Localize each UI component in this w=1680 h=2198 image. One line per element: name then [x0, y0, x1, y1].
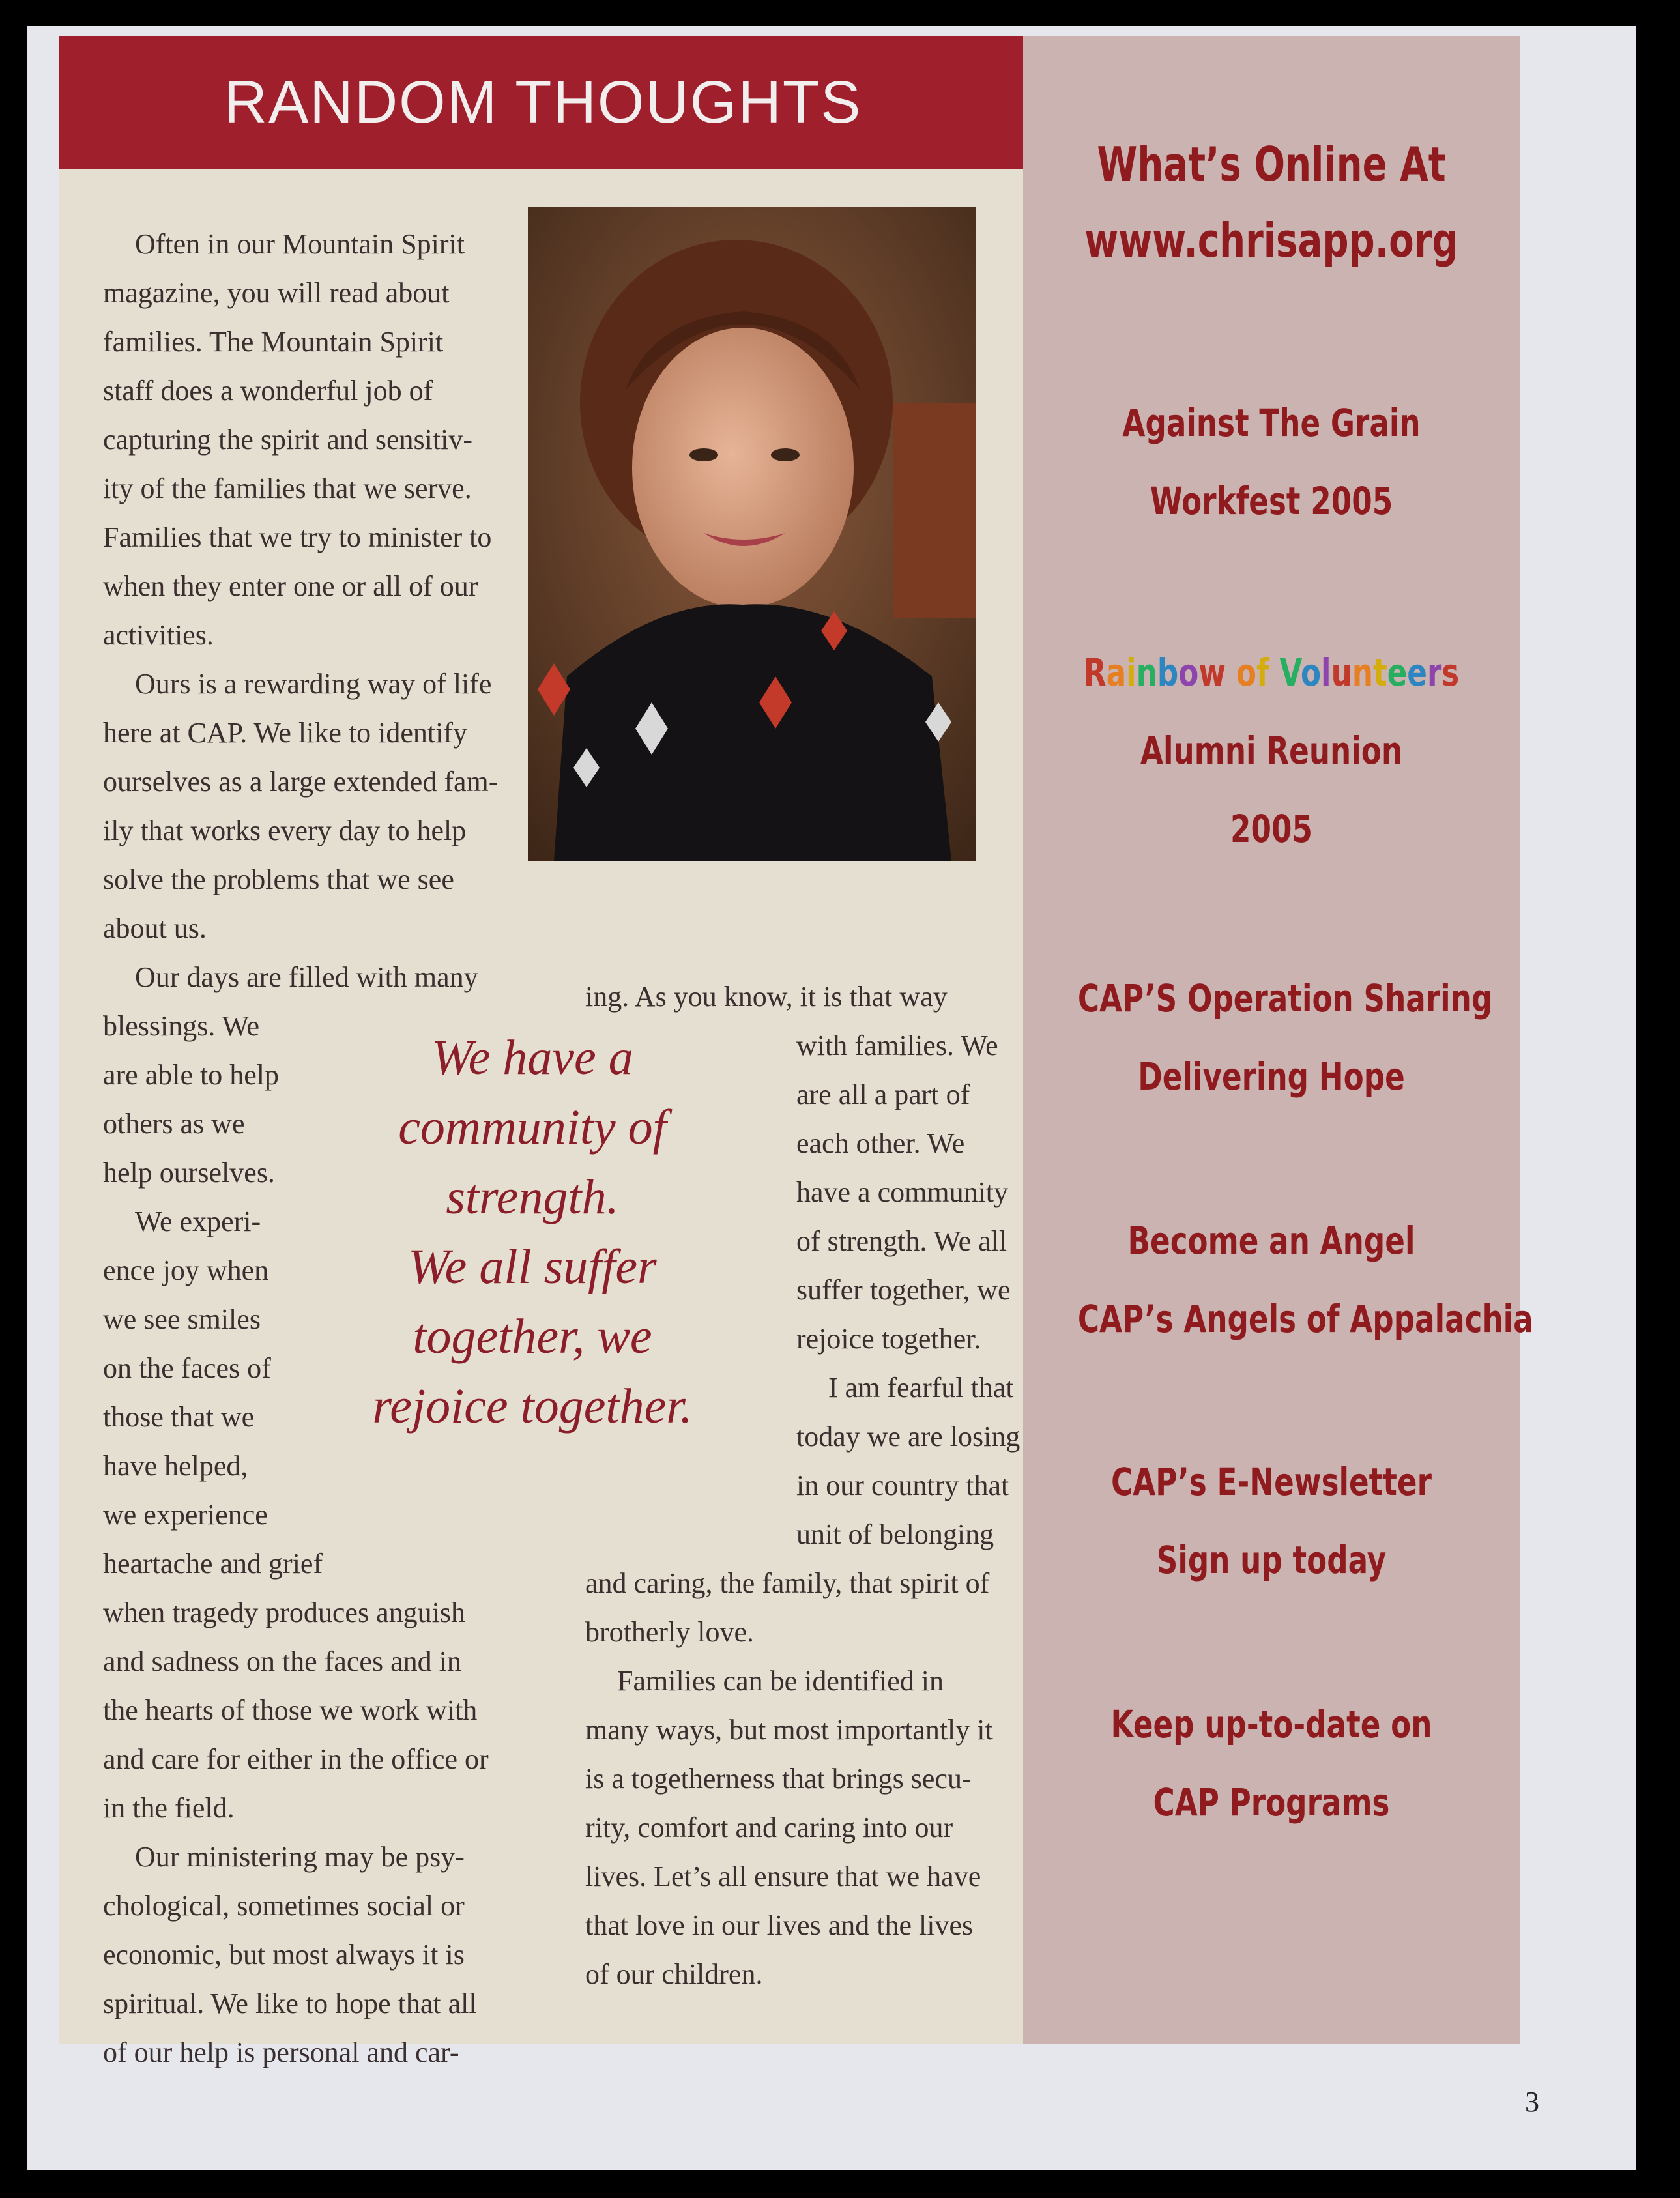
cap-programs-heading[interactable]: Keep up-to-date on	[1110, 1702, 1432, 1746]
text-line: those that we	[103, 1401, 255, 1433]
text-line: families. The Mountain Spirit	[103, 326, 444, 358]
article-col2-c	[585, 1559, 1054, 1999]
text-line: are able to help	[103, 1059, 279, 1091]
rainbow-letter: e	[1407, 650, 1427, 695]
text-line: brotherly love.	[585, 1616, 755, 1648]
alumni-reunion: Alumni Reunion	[1140, 729, 1403, 773]
text-line: activities.	[103, 619, 214, 651]
text-line: with families. We	[796, 1030, 998, 1062]
text-line: blessings. We	[103, 1010, 260, 1042]
operation-sharing[interactable]: CAP’S Operation Sharing	[1077, 976, 1493, 1020]
text-line: capturing the spirit and sensitiv-	[103, 424, 472, 456]
text-line: we experience	[103, 1499, 268, 1531]
text-line: the hearts of those we work with	[103, 1694, 478, 1726]
text-line: economic, but most always it is	[103, 1939, 465, 1971]
text-line: suffer together, we	[796, 1274, 1011, 1306]
rainbow-letter: e	[1387, 650, 1408, 695]
workfest-title[interactable]: Against The Grain	[1122, 401, 1421, 445]
angels-of-appalachia: CAP’s Angels of Appalachia	[1077, 1297, 1533, 1341]
text-line: heartache and grief	[103, 1548, 323, 1580]
text-line: of our children.	[585, 1958, 763, 1990]
text-line: Our ministering may be psy-	[135, 1841, 465, 1873]
sidebar-heading: What’s Online At	[1097, 137, 1446, 192]
text-line: solve the problems that we see	[103, 863, 454, 895]
rainbow-letter: i	[1126, 650, 1137, 695]
text-line: in our country that	[796, 1469, 1009, 1501]
text-line: ence joy when	[103, 1254, 269, 1286]
text-line: Families can be identified in	[617, 1665, 944, 1697]
text-line: that love in our lives and the lives	[585, 1909, 974, 1941]
text-line: Our days are filled with many	[135, 961, 478, 993]
quote-line: strength.	[446, 1170, 619, 1224]
rainbow-title[interactable]	[1078, 650, 1465, 695]
cap-programs: CAP Programs	[1153, 1780, 1390, 1825]
text-line: unit of belonging	[796, 1518, 994, 1550]
text-line: about us.	[103, 912, 207, 944]
text-line: have helped,	[103, 1450, 248, 1482]
rainbow-letter: r	[1427, 650, 1442, 695]
rainbow-letter	[1226, 650, 1236, 695]
rainbow-text	[1084, 650, 1460, 695]
rainbow-letter: l	[1321, 650, 1331, 695]
website-link[interactable]: www.chrisapp.org	[1084, 213, 1458, 268]
text-line: many ways, but most importantly it	[585, 1714, 993, 1746]
quote-line: community of	[398, 1100, 667, 1155]
text-line: Families that we try to minister to	[103, 521, 492, 553]
rainbow-letter: n	[1352, 650, 1373, 695]
article-col1-b	[103, 1002, 364, 1588]
alumni-reunion-year: 2005	[1230, 807, 1312, 851]
text-line: lives. Let’s all ensure that we have	[585, 1860, 981, 1892]
text-line: spiritual. We like to hope that all	[103, 1988, 477, 2019]
text-line: I am fearful that	[828, 1372, 1014, 1404]
quote-line: together, we	[413, 1309, 652, 1364]
text-line: have a community	[796, 1176, 1009, 1208]
delivering-hope: Delivering Hope	[1138, 1054, 1405, 1099]
rainbow-letter: V	[1279, 650, 1301, 695]
article-col1-c	[103, 1588, 559, 2077]
quote-line: We all suffer	[408, 1239, 657, 1294]
text-line: each other. We	[796, 1127, 965, 1159]
text-line: are all a part of	[796, 1078, 970, 1110]
page-number: 3	[1525, 2086, 1539, 2118]
page-title: RANDOM THOUGHTS	[224, 69, 862, 136]
text-line: here at CAP. We like to identify	[103, 717, 467, 749]
text-line: and caring, the family, that spirit of	[585, 1567, 990, 1599]
rainbow-letter: b	[1157, 650, 1179, 695]
text-line: today we are losing	[796, 1421, 1021, 1453]
rainbow-letter: R	[1083, 650, 1107, 695]
rainbow-letter: t	[1372, 650, 1387, 695]
text-line: of our help is personal and car-	[103, 2036, 459, 2068]
text-line: rity, comfort and caring into our	[585, 1812, 953, 1844]
text-line: and sadness on the faces and in	[103, 1645, 461, 1677]
quote-line: rejoice together.	[372, 1379, 693, 1434]
workfest-year: Workfest 2005	[1150, 479, 1393, 523]
rainbow-letter: s	[1441, 650, 1460, 695]
quote-line: We have a	[431, 1030, 633, 1085]
text-line: staff does a wonderful job of	[103, 375, 433, 407]
text-line: We experi-	[135, 1206, 261, 1237]
newsletter-signup[interactable]: Sign up today	[1156, 1538, 1387, 1582]
title-banner	[59, 36, 1026, 169]
rainbow-letter: o	[1178, 650, 1199, 695]
text-line: we see smiles	[103, 1303, 261, 1335]
text-line: is a togetherness that brings secu-	[585, 1763, 972, 1795]
text-line: help ourselves.	[103, 1157, 275, 1189]
rainbow-letter: f	[1256, 650, 1269, 695]
text-line: Often in our Mountain Spirit	[135, 228, 465, 260]
text-line: Ours is a rewarding way of life	[135, 668, 492, 700]
text-line: in the field.	[103, 1792, 235, 1824]
portrait-photo	[528, 207, 976, 861]
become-angel[interactable]: Become an Angel	[1127, 1219, 1415, 1263]
online-sidebar	[1023, 36, 1533, 2044]
rainbow-letter: a	[1106, 650, 1127, 695]
portrait-illustration	[528, 207, 976, 861]
rainbow-letter	[1269, 650, 1280, 695]
text-line: of strength. We all	[796, 1225, 1007, 1257]
article-col2-first	[585, 972, 1041, 1021]
text-line: ily that works every day to help	[103, 815, 467, 846]
text-line: on the faces of	[103, 1352, 271, 1384]
text-line: chological, sometimes social or	[103, 1890, 465, 1922]
text-line: ity of the families that we serve.	[103, 472, 472, 504]
text-line: others as we	[103, 1108, 245, 1140]
e-newsletter[interactable]: CAP’s E-Newsletter	[1111, 1460, 1432, 1504]
rainbow-letter: o	[1236, 650, 1256, 695]
text-line: magazine, you will read about	[103, 277, 450, 309]
text-line: rejoice together.	[796, 1323, 981, 1355]
article-col1-a	[103, 220, 559, 1002]
rainbow-letter: u	[1331, 650, 1352, 695]
pull-quote	[334, 1023, 731, 1441]
text-line: ing. As you know, it is that way	[585, 981, 948, 1013]
text-line: when they enter one or all of our	[103, 570, 478, 602]
text-line: when tragedy produces anguish	[103, 1597, 465, 1628]
text-line: ourselves as a large extended fam-	[103, 766, 499, 798]
article-col2-b	[796, 1021, 1057, 1559]
text-line: and care for either in the office or	[103, 1743, 489, 1775]
rainbow-letter: n	[1136, 650, 1157, 695]
rainbow-letter: w	[1198, 650, 1226, 695]
rainbow-letter: o	[1300, 650, 1322, 695]
